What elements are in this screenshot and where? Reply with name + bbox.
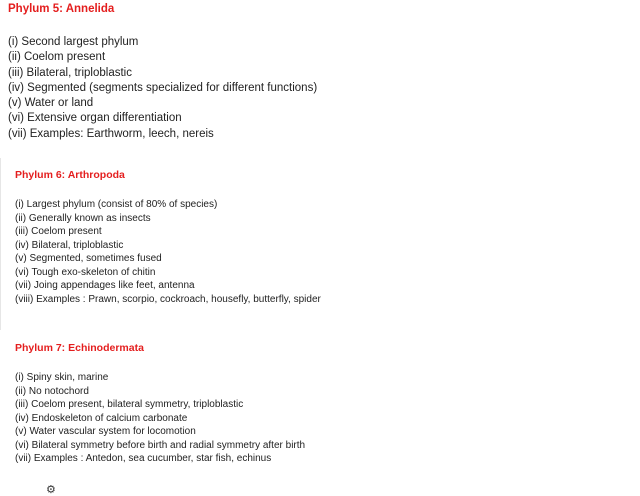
section-title: Phylum 7: Echinodermata <box>15 342 144 354</box>
list-item: (i) Spiny skin, marine <box>15 372 109 383</box>
list-item: (vii) Examples: Earthworm, leech, nereis <box>8 127 214 140</box>
section-title: Phylum 6: Arthropoda <box>15 169 125 181</box>
section-title: Phylum 5: Annelida <box>8 3 115 15</box>
list-item: (v) Water vascular system for locomotion <box>15 426 196 437</box>
list-item: (iii) Coelom present, bilateral symmetry, triploblastic <box>15 399 244 410</box>
list-item: (ii) Coelom present <box>8 51 106 64</box>
left-edge-divider <box>0 158 1 330</box>
gear-icon[interactable]: ⚙ <box>46 484 56 496</box>
characteristics-list <box>15 371 355 466</box>
list-item: (ii) Generally known as insects <box>15 212 151 224</box>
list-item: (vi) Extensive organ differentiation <box>8 112 182 125</box>
list-item: (vi) Tough exo-skeleton of chitin <box>15 266 156 278</box>
list-item: (iii) Bilateral, triploblastic <box>8 66 132 79</box>
list-item: (vii) Joing appendages like feet, antenna <box>15 280 195 291</box>
characteristics-list <box>15 198 355 306</box>
list-item: (viii) Examples : Prawn, scorpio, cockroach, housefly, butterfly, spider <box>15 293 321 305</box>
list-item: (iv) Endoskeleton of calcium carbonate <box>15 412 188 424</box>
list-item: (i) Largest phylum (consist of 80% of species) <box>15 199 218 210</box>
list-item: (ii) No notochord <box>15 385 89 397</box>
list-item: (v) Water or land <box>8 97 94 110</box>
list-item: (vi) Bilateral symmetry before birth and radial symmetry after birth <box>15 439 306 451</box>
characteristics-list <box>8 35 317 142</box>
list-item: (i) Second largest phylum <box>8 36 139 48</box>
list-item: (iv) Segmented (segments specialized for different functions) <box>8 81 318 94</box>
list-item: (v) Segmented, sometimes fused <box>15 253 162 264</box>
list-item: (iv) Bilateral, triploblastic <box>15 239 124 251</box>
list-item: (vii) Examples : Antedon, sea cucumber, star fish, echinus <box>15 453 272 464</box>
list-item: (iii) Coelom present <box>15 226 102 237</box>
